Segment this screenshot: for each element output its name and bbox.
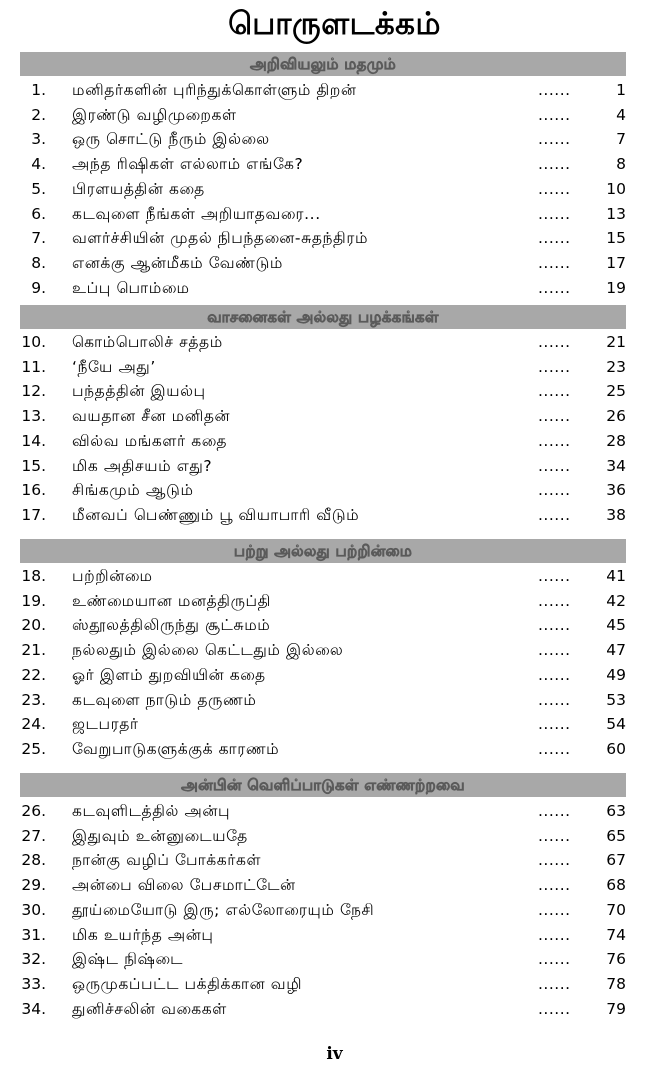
entry-title: கடவுளை நாடும் தருணம் bbox=[72, 690, 257, 709]
entry-page: 53 bbox=[606, 690, 626, 709]
toc-entry[interactable] bbox=[0, 379, 669, 403]
entry-page: 47 bbox=[606, 641, 626, 660]
entry-page: 78 bbox=[606, 974, 626, 993]
leader-dots: ...... bbox=[538, 826, 571, 845]
toc-entry[interactable] bbox=[0, 848, 669, 872]
toc-entry[interactable] bbox=[0, 454, 669, 478]
entry-page: 74 bbox=[606, 925, 626, 944]
toc-entry[interactable] bbox=[0, 712, 669, 736]
toc-entry[interactable] bbox=[0, 923, 669, 947]
toc-entry[interactable] bbox=[0, 898, 669, 922]
entry-page: 17 bbox=[606, 253, 626, 272]
entry-title: மனிதர்களின் புரிந்துக்கொள்ளும் திறன் bbox=[72, 81, 357, 99]
entry-title: ஒருமுகப்பட்ட பக்திக்கான வழி bbox=[72, 974, 303, 993]
toc-entry[interactable] bbox=[0, 503, 669, 527]
entry-title: கடவுளை நீங்கள் அறியாதவரை... bbox=[72, 204, 321, 223]
toc-entry[interactable] bbox=[0, 997, 669, 1021]
entry-title: மிக உயர்ந்த அன்பு bbox=[72, 925, 214, 944]
entry-number: 13. bbox=[21, 407, 46, 426]
entry-title: நான்கு வழிப் போக்கர்கள் bbox=[72, 851, 262, 870]
leader-dots: ...... bbox=[538, 382, 571, 401]
leader-dots: ...... bbox=[538, 456, 571, 475]
leader-dots: ...... bbox=[538, 950, 571, 969]
section-heading: வாசனைகள் அல்லது பழக்கங்கள் bbox=[20, 305, 626, 329]
leader-dots: ...... bbox=[538, 974, 571, 993]
entry-number: 19. bbox=[21, 591, 46, 610]
toc-entry[interactable] bbox=[0, 688, 669, 712]
entry-page: 19 bbox=[606, 278, 626, 297]
entry-title: இரண்டு வழிமுறைகள் bbox=[72, 105, 237, 124]
toc-entry[interactable] bbox=[0, 589, 669, 613]
entry-page: 67 bbox=[606, 851, 626, 870]
entry-title: ஸ்தூலத்திலிருந்து சூட்சுமம் bbox=[72, 616, 271, 635]
entry-title: வயதான சீன மனிதன் bbox=[72, 407, 231, 426]
entry-title: உண்மையான மனத்திருப்தி bbox=[72, 591, 271, 610]
leader-dots: ...... bbox=[538, 333, 571, 351]
entry-title: ‘நீயே அது’ bbox=[72, 357, 156, 376]
toc-entry[interactable] bbox=[0, 330, 669, 354]
leader-dots: ...... bbox=[538, 155, 571, 174]
entry-number: 2. bbox=[31, 105, 46, 124]
entry-number: 17. bbox=[21, 505, 46, 524]
entry-title: கடவுளிடத்தில் அன்பு bbox=[72, 802, 231, 820]
entry-number: 5. bbox=[31, 179, 46, 198]
entry-title: பிரளயத்தின் கதை bbox=[72, 179, 205, 198]
toc-entry[interactable] bbox=[0, 638, 669, 662]
leader-dots: ...... bbox=[538, 641, 571, 660]
leader-dots: ...... bbox=[538, 229, 571, 248]
entry-page: 28 bbox=[606, 431, 626, 450]
section-heading: பற்று அல்லது பற்றின்மை bbox=[20, 539, 626, 563]
entry-page: 63 bbox=[606, 802, 626, 820]
leader-dots: ...... bbox=[538, 481, 571, 500]
entry-number: 8. bbox=[31, 253, 46, 272]
page-title: பொருளடக்கம் bbox=[228, 6, 441, 42]
entry-title: கொம்பொலிச் சத்தம் bbox=[72, 333, 223, 351]
entry-title: பற்றின்மை bbox=[72, 567, 153, 585]
entry-title: ஓர் இளம் துறவியின் கதை bbox=[72, 665, 266, 684]
entry-number: 26. bbox=[21, 802, 46, 820]
toc-entry[interactable] bbox=[0, 251, 669, 275]
entry-page: 68 bbox=[606, 876, 626, 895]
entry-number: 12. bbox=[21, 382, 46, 401]
entry-page: 4 bbox=[616, 105, 626, 124]
entry-title: ஒரு சொட்டு நீரும் இல்லை bbox=[72, 130, 270, 149]
entry-number: 23. bbox=[21, 690, 46, 709]
leader-dots: ...... bbox=[538, 505, 571, 524]
leader-dots: ...... bbox=[538, 876, 571, 895]
entry-page: 15 bbox=[606, 229, 626, 248]
entry-title: எனக்கு ஆன்மீகம் வேண்டும் bbox=[72, 253, 283, 272]
entry-title: அந்த ரிஷிகள் எல்லாம் எங்கே? bbox=[72, 155, 304, 174]
entry-number: 4. bbox=[31, 155, 46, 174]
toc-entry[interactable] bbox=[0, 799, 669, 823]
entry-number: 16. bbox=[21, 481, 46, 500]
entry-page: 25 bbox=[606, 382, 626, 401]
entry-title: துனிச்சலின் வகைகள் bbox=[72, 999, 227, 1018]
toc-entry[interactable] bbox=[0, 177, 669, 201]
toc-entry[interactable] bbox=[0, 226, 669, 250]
leader-dots: ...... bbox=[538, 357, 571, 376]
entry-number: 1. bbox=[31, 81, 46, 99]
leader-dots: ...... bbox=[538, 204, 571, 223]
entry-title: உப்பு பொம்மை bbox=[72, 278, 190, 297]
entry-title: இஷ்ட நிஷ்டை bbox=[72, 950, 184, 969]
toc-entry[interactable] bbox=[0, 127, 669, 151]
entry-page: 70 bbox=[606, 900, 626, 919]
entry-title: வேறுபாடுகளுக்குக் காரணம் bbox=[72, 739, 280, 758]
entry-title: இதுவும் உன்னுடையதே bbox=[72, 826, 248, 845]
page-number: iv bbox=[326, 1044, 343, 1064]
entry-title: ஜடபரதர் bbox=[72, 715, 139, 734]
leader-dots: ...... bbox=[538, 81, 571, 99]
toc-entry[interactable] bbox=[0, 202, 669, 226]
entry-title: பந்தத்தின் இயல்பு bbox=[72, 382, 206, 401]
entry-title: தூய்மையோடு இரு; எல்லோரையும் நேசி bbox=[72, 900, 375, 919]
entry-number: 14. bbox=[21, 431, 46, 450]
entry-page: 23 bbox=[606, 357, 626, 376]
leader-dots: ...... bbox=[538, 591, 571, 610]
leader-dots: ...... bbox=[538, 999, 571, 1018]
leader-dots: ...... bbox=[538, 802, 571, 820]
entry-number: 28. bbox=[21, 851, 46, 870]
entry-page: 10 bbox=[606, 179, 626, 198]
entry-number: 21. bbox=[21, 641, 46, 660]
entry-number: 25. bbox=[21, 739, 46, 758]
toc-entry[interactable] bbox=[0, 947, 669, 971]
entry-page: 41 bbox=[606, 567, 626, 585]
entry-title: அன்பை விலை பேசமாட்டேன் bbox=[72, 876, 296, 895]
entry-number: 18. bbox=[21, 567, 46, 585]
leader-dots: ...... bbox=[538, 900, 571, 919]
entry-page: 1 bbox=[616, 81, 626, 99]
entry-number: 9. bbox=[31, 278, 46, 297]
toc-entry[interactable] bbox=[0, 824, 669, 848]
toc-entry[interactable] bbox=[0, 972, 669, 996]
entry-page: 42 bbox=[606, 591, 626, 610]
entry-page: 7 bbox=[616, 130, 626, 149]
entry-number: 15. bbox=[21, 456, 46, 475]
leader-dots: ...... bbox=[538, 567, 571, 585]
entry-number: 11. bbox=[21, 357, 46, 376]
entry-page: 38 bbox=[606, 505, 626, 524]
leader-dots: ...... bbox=[538, 179, 571, 198]
toc-entry[interactable] bbox=[0, 404, 669, 428]
entry-page: 13 bbox=[606, 204, 626, 223]
leader-dots: ...... bbox=[538, 715, 571, 734]
entry-page: 8 bbox=[616, 155, 626, 174]
entry-number: 27. bbox=[21, 826, 46, 845]
toc-entry[interactable] bbox=[0, 564, 669, 588]
toc-entry[interactable] bbox=[0, 103, 669, 127]
toc-entry[interactable] bbox=[0, 276, 669, 300]
entry-title: வளர்ச்சியின் முதல் நிபந்தனை-சுதந்திரம் bbox=[72, 229, 369, 248]
leader-dots: ...... bbox=[538, 278, 571, 297]
entry-number: 7. bbox=[31, 229, 46, 248]
entry-number: 32. bbox=[21, 950, 46, 969]
toc-entry[interactable] bbox=[0, 478, 669, 502]
entry-number: 31. bbox=[21, 925, 46, 944]
leader-dots: ...... bbox=[538, 665, 571, 684]
entry-number: 29. bbox=[21, 876, 46, 895]
entry-page: 36 bbox=[606, 481, 626, 500]
entry-title: நல்லதும் இல்லை கெட்டதும் இல்லை bbox=[72, 641, 344, 660]
entry-number: 3. bbox=[31, 130, 46, 149]
entry-page: 65 bbox=[606, 826, 626, 845]
toc-entry[interactable] bbox=[0, 613, 669, 637]
entry-page: 49 bbox=[606, 665, 626, 684]
entry-page: 34 bbox=[606, 456, 626, 475]
leader-dots: ...... bbox=[538, 431, 571, 450]
entry-title: வில்வ மங்களர் கதை bbox=[72, 431, 228, 450]
entry-page: 60 bbox=[606, 739, 626, 758]
entry-page: 54 bbox=[606, 715, 626, 734]
toc-entry[interactable] bbox=[0, 737, 669, 761]
entry-number: 33. bbox=[21, 974, 46, 993]
entry-title: மிக அதிசயம் எது? bbox=[72, 456, 213, 475]
toc-entry[interactable] bbox=[0, 873, 669, 897]
toc-entry[interactable] bbox=[0, 429, 669, 453]
leader-dots: ...... bbox=[538, 925, 571, 944]
toc-entry[interactable] bbox=[0, 78, 669, 102]
entry-page: 21 bbox=[606, 333, 626, 351]
entry-page: 45 bbox=[606, 616, 626, 635]
leader-dots: ...... bbox=[538, 851, 571, 870]
leader-dots: ...... bbox=[538, 130, 571, 149]
leader-dots: ...... bbox=[538, 105, 571, 124]
entry-number: 34. bbox=[21, 999, 46, 1018]
entry-number: 24. bbox=[21, 715, 46, 734]
leader-dots: ...... bbox=[538, 407, 571, 426]
section-heading: அன்பின் வெளிப்பாடுகள் எண்ணற்றவை bbox=[20, 773, 626, 797]
toc-entry[interactable] bbox=[0, 355, 669, 379]
entry-number: 6. bbox=[31, 204, 46, 223]
leader-dots: ...... bbox=[538, 739, 571, 758]
entry-title: சிங்கமும் ஆடும் bbox=[72, 481, 194, 500]
leader-dots: ...... bbox=[538, 616, 571, 635]
entry-page: 26 bbox=[606, 407, 626, 426]
toc-entry[interactable] bbox=[0, 152, 669, 176]
entry-title: மீனவப் பெண்ணும் பூ வியாபாரி வீடும் bbox=[72, 505, 360, 524]
entry-number: 20. bbox=[21, 616, 46, 635]
entry-page: 76 bbox=[606, 950, 626, 969]
entry-number: 10. bbox=[21, 333, 46, 351]
entry-page: 79 bbox=[606, 999, 626, 1018]
entry-number: 22. bbox=[21, 665, 46, 684]
leader-dots: ...... bbox=[538, 690, 571, 709]
toc-entry[interactable] bbox=[0, 663, 669, 687]
section-heading: அறிவியலும் மதமும் bbox=[20, 52, 626, 76]
entry-number: 30. bbox=[21, 900, 46, 919]
leader-dots: ...... bbox=[538, 253, 571, 272]
